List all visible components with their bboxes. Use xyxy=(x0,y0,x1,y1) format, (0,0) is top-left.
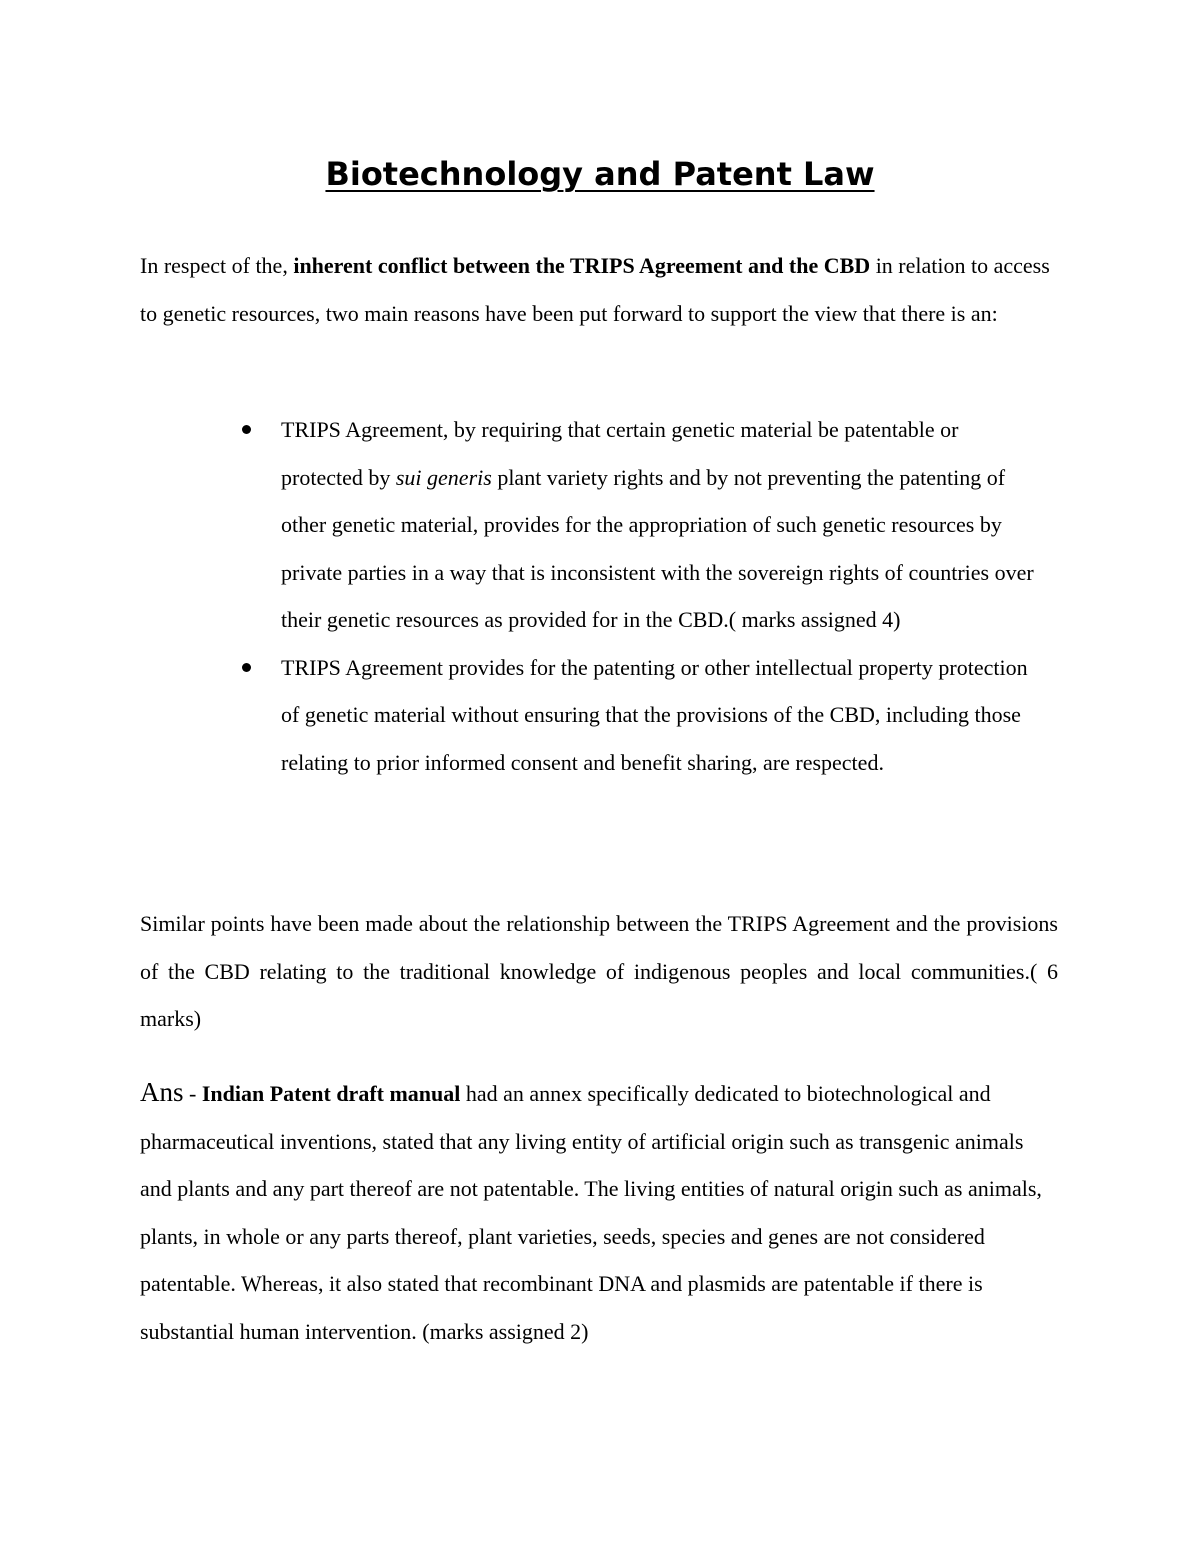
bullet-icon xyxy=(242,663,251,672)
answer-label: Ans xyxy=(140,1077,184,1107)
list-item xyxy=(238,644,1038,787)
answer-paragraph xyxy=(140,1069,1058,1355)
document-title xyxy=(0,150,1200,198)
intro-text-end: in relation to access to genetic resources, two main reasons have been put forward to support the view that there is an: xyxy=(140,253,1050,326)
bullet-icon xyxy=(242,425,251,434)
answer-text: had an annex specifically dedicated to biotechnological and pharmaceutical inventions, stated that any living entity of artificial origin such as transgenic animals and plants and any part thereof are not patentable. The living entities of natural origin such as animals, plants, in whole or any parts thereof, plant varieties, seeds, species and genes are not considered patentable. Whereas, it also stated that recombinant DNA and plasmids are patentable if there is substantial human intervention. (marks assigned 2) xyxy=(140,1081,1042,1344)
list-item xyxy=(238,406,1038,644)
intro-text-start: In respect of the, xyxy=(140,253,294,278)
answer-separator: - xyxy=(183,1081,202,1106)
intro-paragraph xyxy=(140,242,1058,337)
bullet-text: TRIPS Agreement provides for the patenting or other intellectual property protection of genetic material without ensuring that the provisions of the CBD, including those relating to prior informed consent and benefit sharing, are respected. xyxy=(281,654,1028,775)
answer-bold-phrase: Indian Patent draft manual xyxy=(201,1081,461,1106)
similar-points-paragraph: Similar points have been made about the relationship between the TRIPS Agreement and the provisions of the CBD relating to the traditional knowledge of indigenous peoples and local communities.( 6 marks) xyxy=(140,911,1058,1031)
document-title-text: Biotechnology and Patent Law xyxy=(325,155,875,193)
bullet-text-start: TRIPS Agreement, by requiring that certain genetic material be patentable or protected by xyxy=(281,417,959,490)
bullet-italic-term: sui generis xyxy=(395,464,492,490)
intro-bold-phrase: inherent conflict between the TRIPS Agreement and the CBD xyxy=(293,253,871,278)
bullet-text-end: plant variety rights and by not preventing the patenting of other genetic material, provides for the appropriation of such genetic resources by private parties in a way that is inconsistent with the sovereign rights of countries over their genetic resources as provided for in the CBD.( marks assigned 4) xyxy=(281,464,1034,632)
reasons-list xyxy=(238,406,1038,786)
